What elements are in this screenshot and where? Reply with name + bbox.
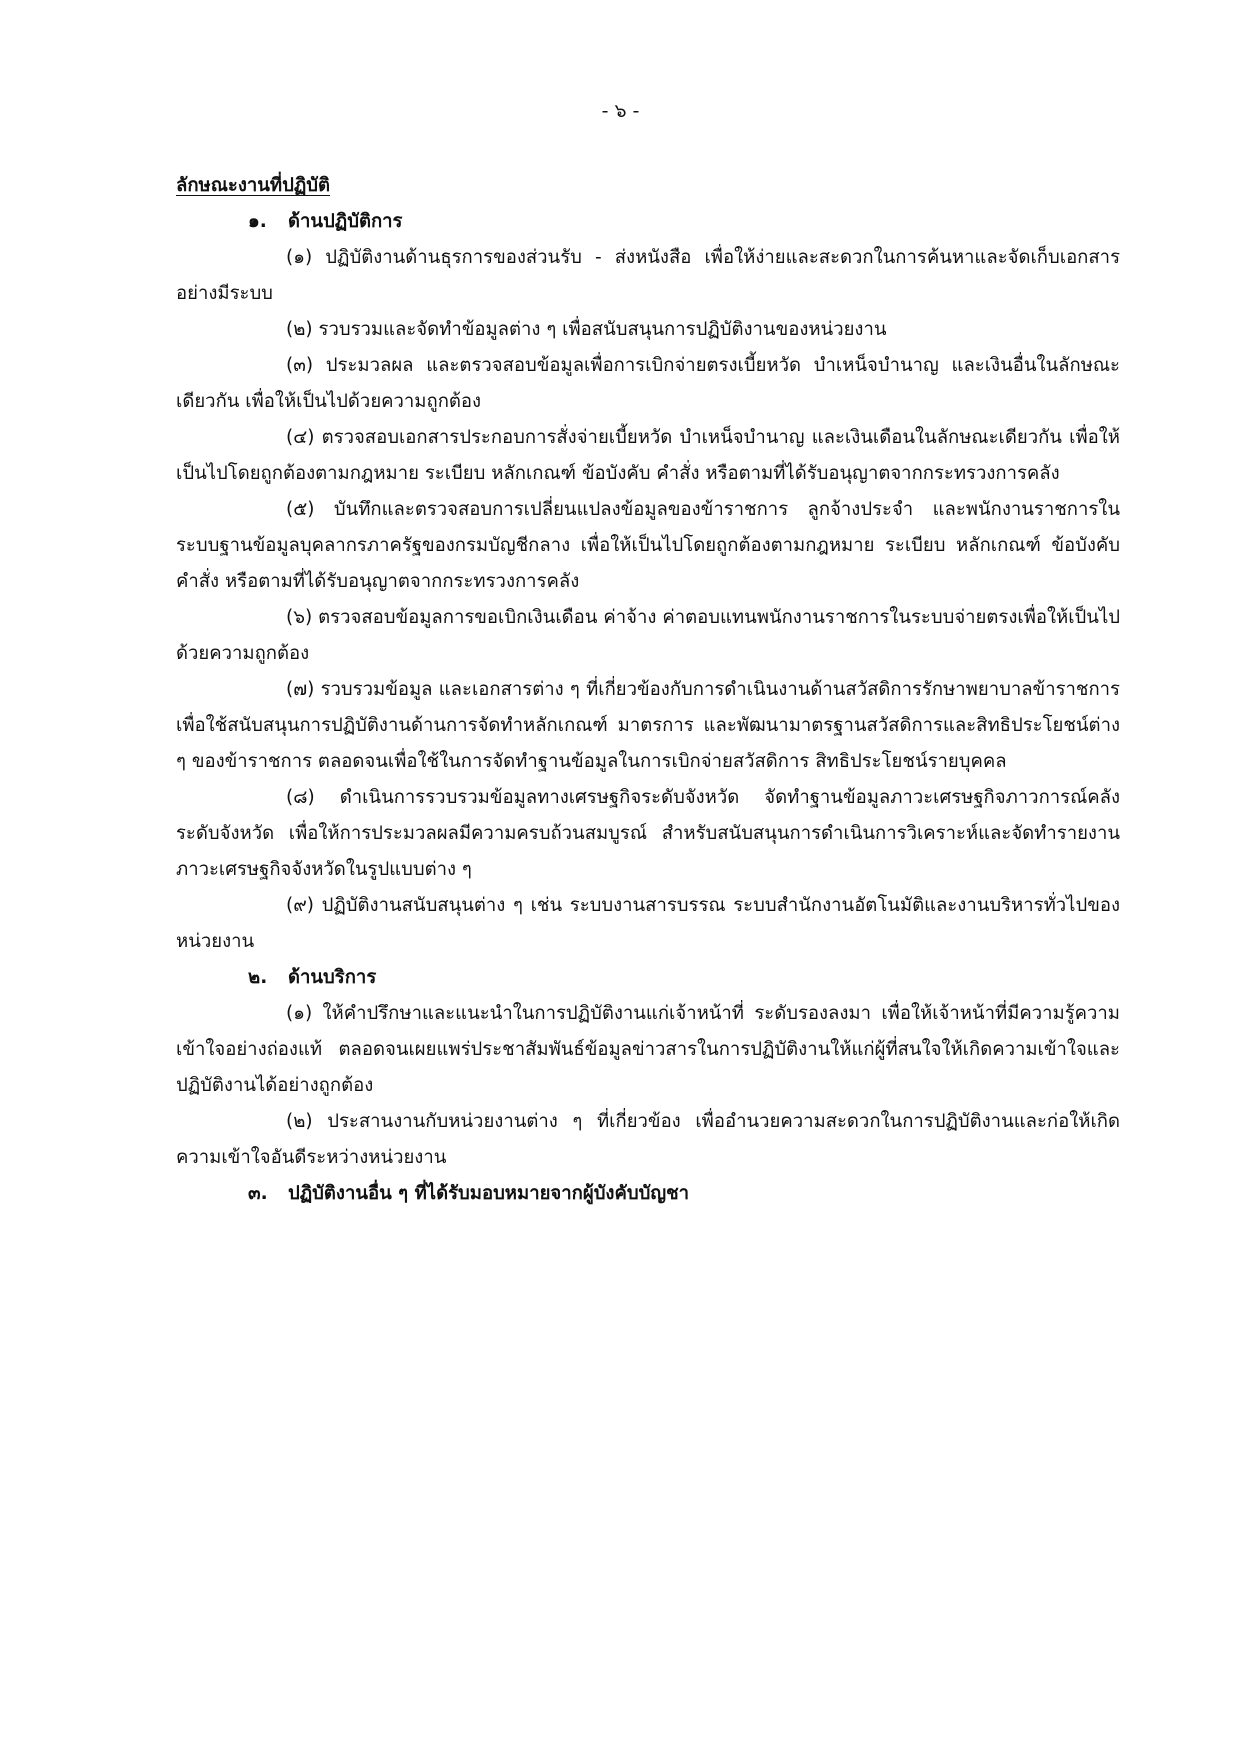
list-item: (๗) รวบรวมข้อมูล และเอกสารต่าง ๆ ที่เกี่ยวข้องกับการดำเนินงานด้านสวัสดิการรักษาพยาบาลข้าราชการ เพื่อใช้สนับสนุนการปฏิบัติงานด้านการจัดทำหลักเกณฑ์ มาตรการ และพัฒนามาตรฐานสวัสดิการและสิทธิประโยชน์ต่าง ๆ ของข้าราชการ ตลอดจนเพื่อใช้ในการจัดทำฐานข้อมูลในการเบิกจ่ายสวัสดิการ สิทธิประโยชน์รายบุคคล xyxy=(176,679,1120,772)
list-item: (๓) ประมวลผล และตรวจสอบข้อมูลเพื่อการเบิกจ่ายตรงเบี้ยหวัด บำเหน็จบำนาญ และเงินอื่นในลักษณะเดียวกัน เพื่อให้เป็นไปด้วยความถูกต้อง xyxy=(176,355,1120,412)
section-heading xyxy=(176,960,1120,996)
main-heading: ลักษณะงานที่ปฏิบัติ xyxy=(176,175,331,196)
section-title: ปฏิบัติงานอื่น ๆ ที่ได้รับมอบหมายจากผู้บังคับบัญชา xyxy=(288,1183,690,1204)
section-heading xyxy=(176,1176,1120,1212)
list-item: (๖) ตรวจสอบข้อมูลการขอเบิกเงินเดือน ค่าจ้าง ค่าตอบแทนพนักงานราชการในระบบจ่ายตรงเพื่อให้เป็นไปด้วยความถูกต้อง xyxy=(176,607,1120,664)
section-title: ด้านปฏิบัติการ xyxy=(288,211,403,232)
list-item: (๕) บันทึกและตรวจสอบการเปลี่ยนแปลงข้อมูลของข้าราชการ ลูกจ้างประจำ และพนักงานราชการในระบบฐานข้อมูลบุคลากรภาครัฐของกรมบัญชีกลาง เพื่อให้เป็นไปโดยถูกต้องตามกฎหมาย ระเบียบ หลักเกณฑ์ ข้อบังคับ คำสั่ง หรือตามที่ได้รับอนุญาตจากกระทรวงการคลัง xyxy=(176,499,1120,592)
document-body xyxy=(176,168,1120,1212)
list-item: (๔) ตรวจสอบเอกสารประกอบการสั่งจ่ายเบี้ยหวัด บำเหน็จบำนาญ และเงินเดือนในลักษณะเดียวกัน เพื่อให้เป็นไปโดยถูกต้องตามกฎหมาย ระเบียบ หลักเกณฑ์ ข้อบังคับ คำสั่ง หรือตามที่ได้รับอนุญาตจากกระทรวงการคลัง xyxy=(176,427,1120,484)
list-item: (๒) รวบรวมและจัดทำข้อมูลต่าง ๆ เพื่อสนับสนุนการปฏิบัติงานของหน่วยงาน xyxy=(286,319,887,340)
section-heading xyxy=(176,204,1120,240)
list-item: (๒) ประสานงานกับหน่วยงานต่าง ๆ ที่เกี่ยวข้อง เพื่ออำนวยความสะดวกในการปฏิบัติงานและก่อให้เกิดความเข้าใจอันดีระหว่างหน่วยงาน xyxy=(176,1111,1120,1168)
section-number: ๑. xyxy=(248,211,267,232)
list-item: (๑) ให้คำปรึกษาและแนะนำในการปฏิบัติงานแก่เจ้าหน้าที่ ระดับรองลงมา เพื่อให้เจ้าหน้าที่มีความรู้ความเข้าใจอย่างถ่องแท้ ตลอดจนเผยแพร่ประชาสัมพันธ์ข้อมูลข่าวสารในการปฏิบัติงานให้แก่ผู้ที่สนใจให้เกิดความเข้าใจและปฏิบัติงานได้อย่างถูกต้อง xyxy=(176,1003,1120,1096)
list-item: (๑) ปฏิบัติงานด้านธุรการของส่วนรับ - ส่งหนังสือ เพื่อให้ง่ายและสะดวกในการค้นหาและจัดเก็บเอกสารอย่างมีระบบ xyxy=(176,247,1120,304)
section-title: ด้านบริการ xyxy=(288,967,377,988)
section-number: ๓. xyxy=(248,1183,268,1204)
page-number: - ๖ - xyxy=(601,100,640,122)
list-item: (๘) ดำเนินการรวบรวมข้อมูลทางเศรษฐกิจระดับจังหวัด จัดทำฐานข้อมูลภาวะเศรษฐกิจภาวการณ์คลังระดับจังหวัด เพื่อให้การประมวลผลมีความครบถ้วนสมบูรณ์ สำหรับสนับสนุนการดำเนินการวิเคราะห์และจัดทำรายงานภาวะเศรษฐกิจจังหวัดในรูปแบบต่าง ๆ xyxy=(176,787,1120,880)
section-number: ๒. xyxy=(248,967,268,988)
list-item: (๙) ปฏิบัติงานสนับสนุนต่าง ๆ เช่น ระบบงานสารบรรณ ระบบสำนักงานอัตโนมัติและงานบริหารทั่วไปของหน่วยงาน xyxy=(176,895,1120,952)
